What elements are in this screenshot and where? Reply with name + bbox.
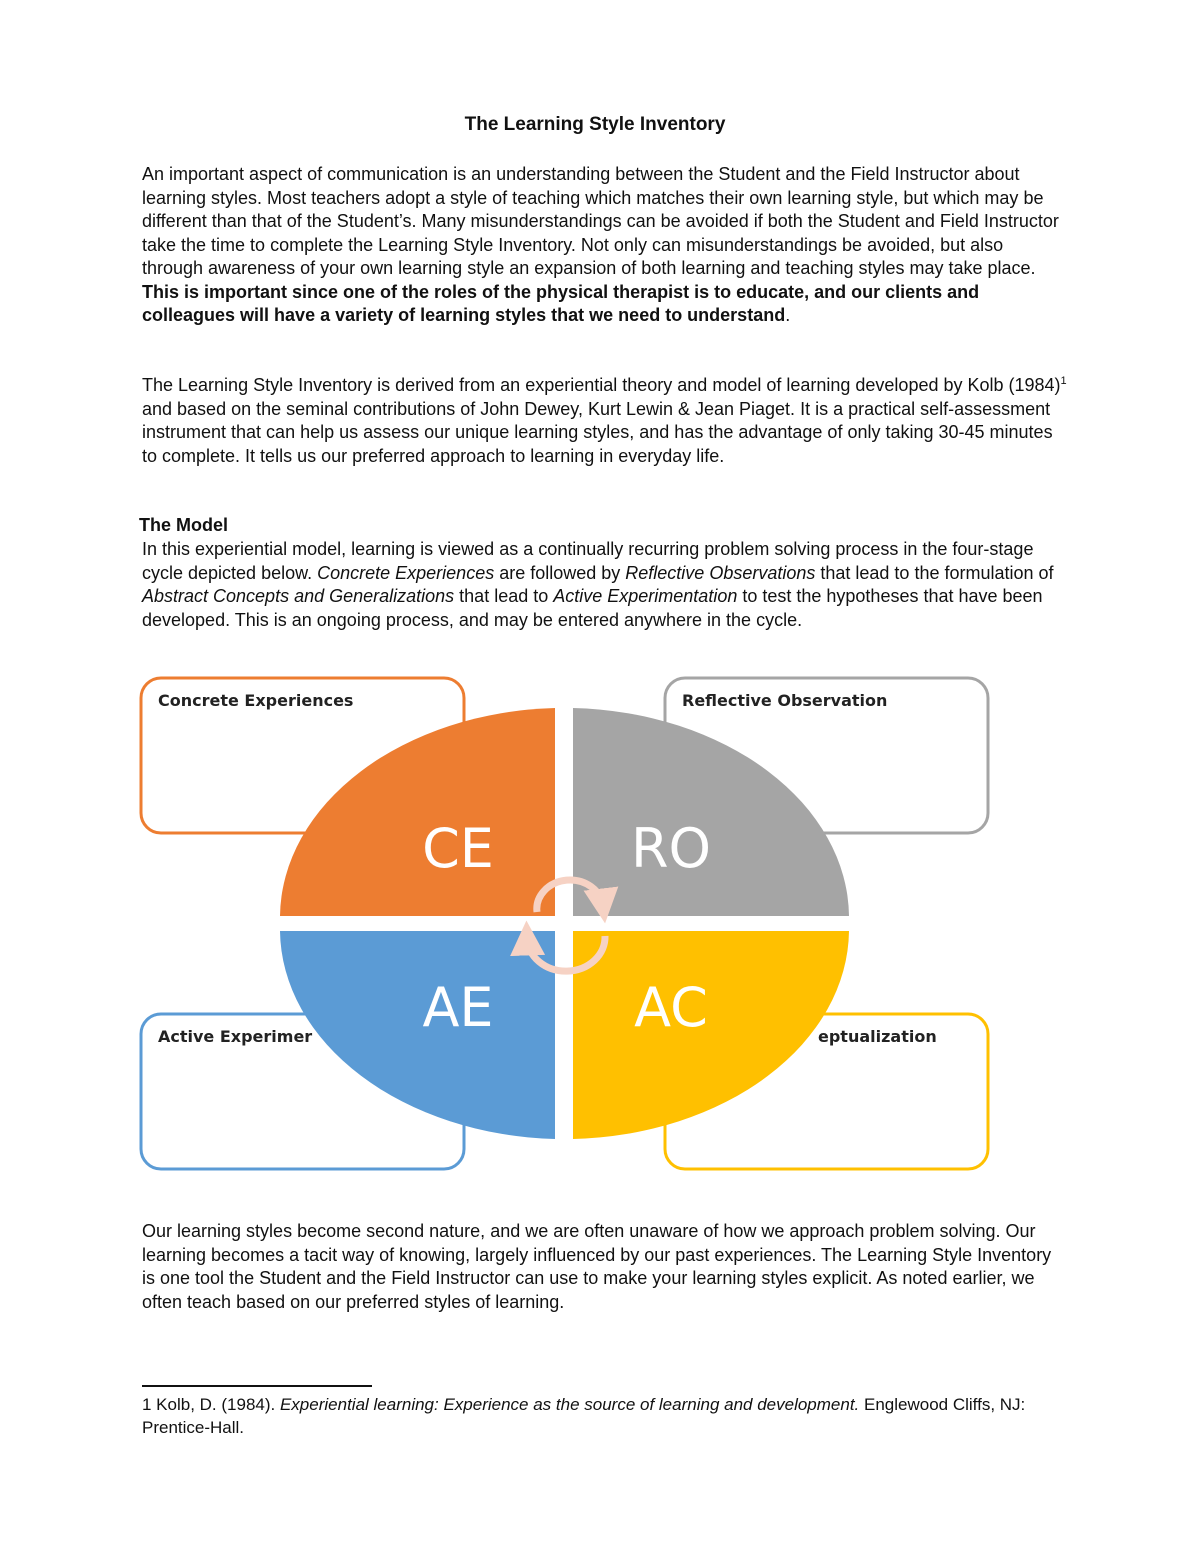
quadrant-ce-label: CE bbox=[422, 817, 494, 880]
box-ce-label: Concrete Experiences bbox=[158, 691, 354, 710]
intro-text: An important aspect of communication is an understanding between the Student and the Field Instructor about learning styles. Most teachers adopt a style of teaching which matches their own learning style, but which may be different than that of the Student’s. Many misunderstandings can be avoided if both the Student and Field Instructor take the time to complete the Learning Style Inventory. Not only can misunderstandings be avoided, but also through awareness of your own learning style an expansion of both learning and teaching styles may take place. bbox=[142, 164, 1059, 278]
closing-paragraph: Our learning styles become second nature, and we are often unaware of how we approach problem solving. Our learning becomes a tacit way of knowing, largely influenced by our past experiences. The Learning Style Inventory is one tool the Student and the Field Instructor can use to make your learning styles explicit. As noted earlier, we often teach based on our preferred styles of learning. bbox=[142, 1221, 1052, 1312]
box-ro-label: Reflective Observation bbox=[682, 691, 888, 710]
model-term-ro: Reflective Observations bbox=[625, 562, 816, 583]
footnote bbox=[142, 1393, 1072, 1439]
kolb-text-a: The Learning Style Inventory is derived from an experiential theory and model of learning developed by Kolb (1984) bbox=[142, 375, 1061, 395]
model-text-b: are followed by bbox=[494, 562, 626, 583]
kolb-text-b: and based on the seminal contributions of John Dewey, Kurt Lewin & Jean Piaget. It is a practical self-assessment instrument that can help us assess our unique learning styles, and has the advantage of only taking 30-45 minutes to complete. It tells us our preferred approach to learning in everyday life. bbox=[142, 398, 1053, 466]
intro-end: . bbox=[785, 305, 791, 325]
footnote-text-b: Englewood Cliffs, NJ: Prentice-Hall. bbox=[142, 1395, 1026, 1437]
model-text-d: that lead to bbox=[454, 586, 554, 606]
quadrant-ro-label: RO bbox=[630, 817, 712, 880]
box-ae-label: Active Experimer bbox=[158, 1027, 313, 1046]
model-text-e: to test the hypotheses that have been developed. This is an ongoing process, and may be entered anywhere in the cycle. bbox=[142, 586, 1043, 630]
model-heading: The Model bbox=[139, 515, 228, 535]
footnote-book-title: Experiential learning: Experience as the source of learning and development. bbox=[279, 1395, 860, 1414]
quadrant-ae-label: AE bbox=[422, 976, 494, 1039]
model-term-ce: Concrete Experiences bbox=[317, 562, 495, 583]
model-term-ac: Abstract Concepts and Generalizations bbox=[142, 586, 455, 606]
model-term-ae: Active Experimentation bbox=[553, 586, 738, 606]
footnote-marker: 1 bbox=[1060, 375, 1067, 387]
quadrant-ac-label: AC bbox=[634, 976, 708, 1039]
footnote-divider bbox=[142, 1385, 372, 1387]
model-text-a: In this experiential model, learning is viewed as a continually recurring problem solving process in the four-stage cycle depicted below. bbox=[142, 539, 1034, 583]
page-title: The Learning Style Inventory bbox=[464, 114, 726, 135]
box-ac-label: eptualization bbox=[818, 1027, 937, 1046]
footnote-text-a: 1 Kolb, D. (1984). bbox=[142, 1395, 280, 1414]
intro-bold-text: This is important since one of the roles of the physical therapist is to educate, and our clients and colleagues will have a variety of learning styles that we need to understand bbox=[142, 281, 980, 325]
model-text-c: that lead to the formulation of bbox=[815, 562, 1054, 583]
